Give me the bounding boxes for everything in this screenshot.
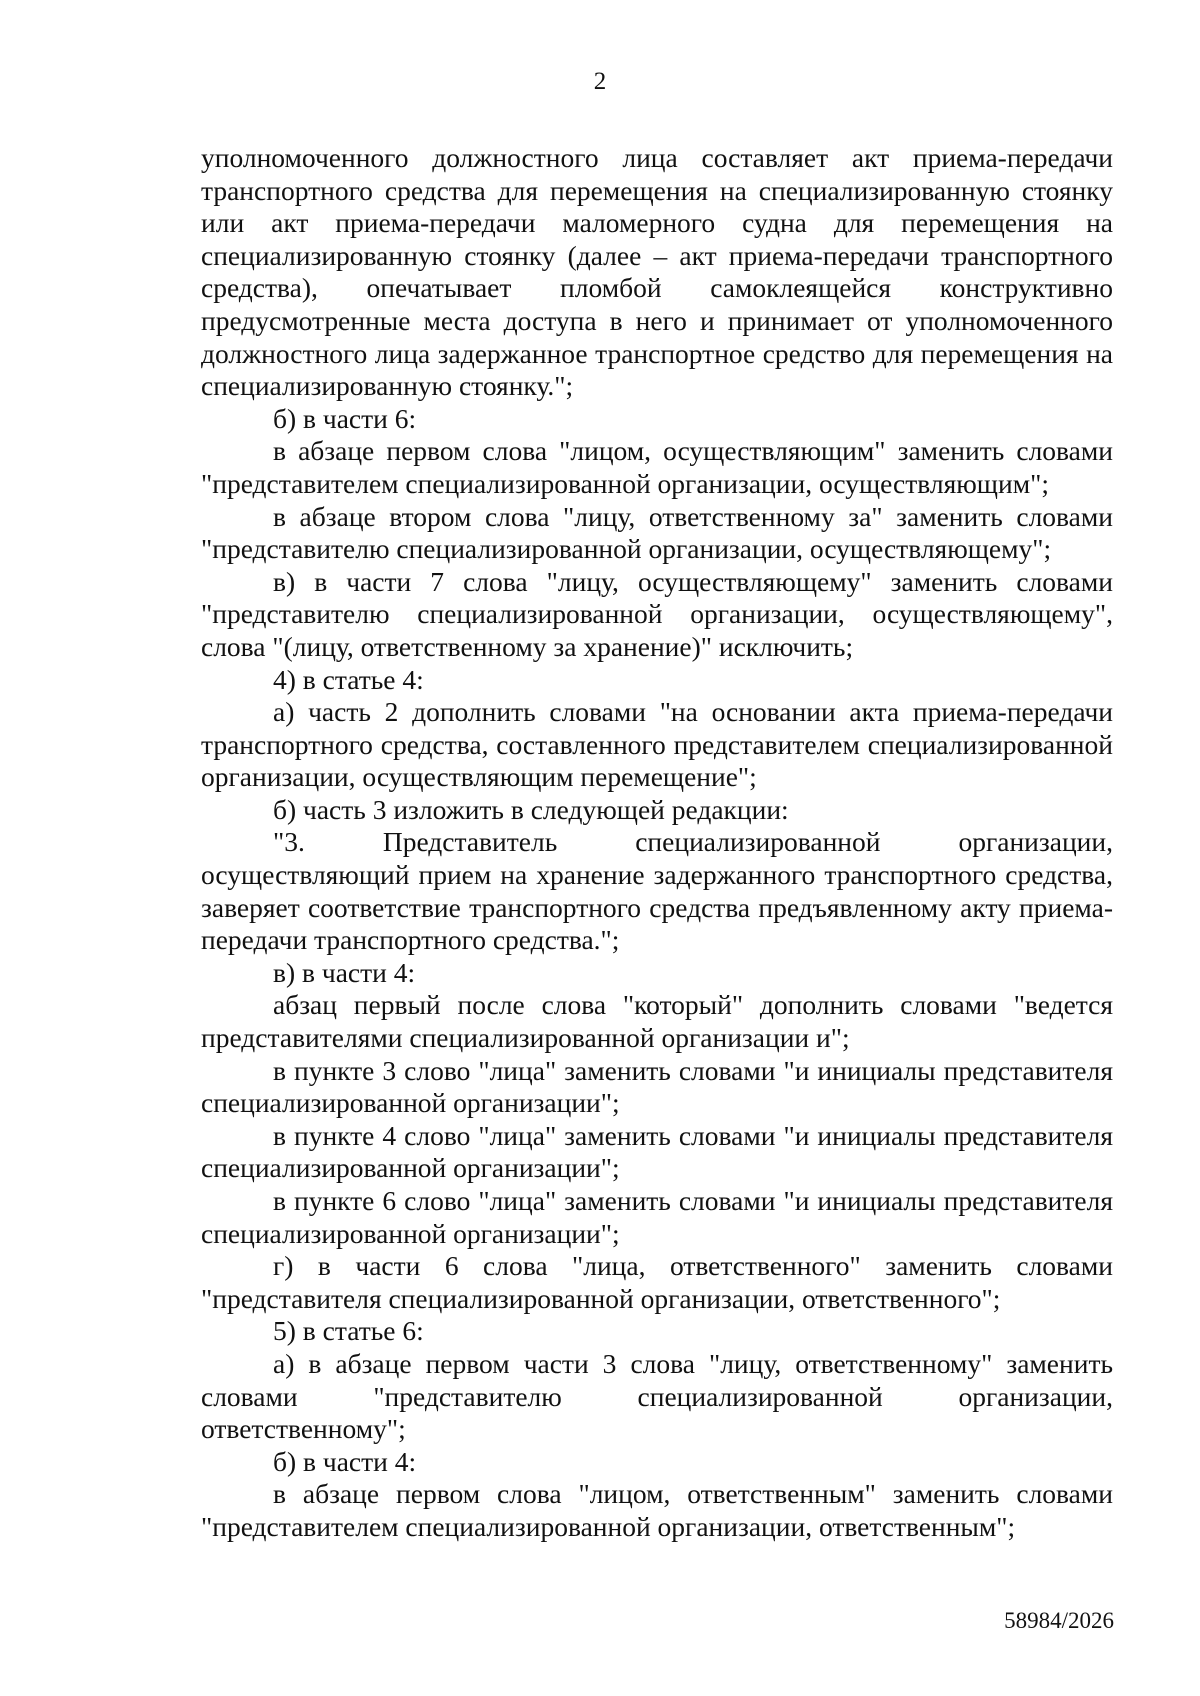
paragraph: "3. Представитель специализированной организации, осуществляющий прием на хранение задержанного транспортного средства, заверяет соответствие транспортного средства предъявленному акту приема-передачи транспортного средства.";	[201, 826, 1113, 956]
paragraph: в пункте 3 слово "лица" заменить словами "и инициалы представителя специализированной организации";	[201, 1054, 1113, 1119]
paragraph: б) в части 4:	[273, 1445, 417, 1477]
paragraph: б) часть 3 изложить в следующей редакции:	[273, 793, 789, 825]
paragraph: в) в части 4:	[273, 956, 416, 988]
paragraph: 5) в статье 6:	[273, 1315, 424, 1347]
paragraph: абзац первый после слова "который" дополнить словами "ведется представителями специализированной организации и";	[201, 989, 1113, 1054]
paragraph: в пункте 6 слово "лица" заменить словами "и инициалы представителя специализированной организации";	[201, 1185, 1113, 1249]
paragraph: а) часть 2 дополнить словами "на основании акта приема-передачи транспортного средства, составленного представителем специализированной организации, осуществляющим перемещение";	[201, 696, 1113, 793]
paragraph: а) в абзаце первом части 3 слова "лицу, ответственному" заменить словами "представителю специализированной организации, ответственному";	[201, 1347, 1113, 1445]
paragraph: г) в части 6 слова "лица, ответственного" заменить словами "представителя специализированной организации, ответственного";	[201, 1250, 1113, 1314]
paragraph: 4) в статье 4:	[273, 663, 424, 695]
document-id: 58984/2026	[1004, 1608, 1114, 1633]
paragraph: в) в части 7 слова "лицу, осуществляющему" заменить словами "представителю специализированной организации, осуществляющему", слова "(лицу, ответственному за хранение)" исключить;	[201, 565, 1113, 662]
paragraph: б) в части 6:	[273, 402, 417, 434]
paragraph: в абзаце первом слова "лицом, осуществляющим" заменить словами "представителем специализированной организации, осуществляющим";	[201, 435, 1113, 499]
paragraph: в пункте 4 слово "лица" заменить словами "и инициалы представителя специализированной организации";	[201, 1119, 1113, 1184]
page-number: 2	[593, 68, 607, 95]
document-body	[201, 142, 1113, 1544]
paragraph-continuation: уполномоченного должностного лица составляет акт приема-передачи транспортного средства для перемещения на специализированную стоянку или акт приема-передачи маломерного судна для перемещения на специализированную стоянку (далее – акт приема-передачи транспортного средства), опечатывает пломбой самоклеящейся конструктивно предусмотренные места доступа в него и принимает от уполномоченного должностного лица задержанное транспортное средство для перемещения на специализированную стоянку.";	[201, 142, 1113, 402]
paragraph: в абзаце втором слова "лицу, ответственному за" заменить словами "представителю специализированной организации, осуществляющему";	[201, 500, 1113, 565]
paragraph: в абзаце первом слова "лицом, ответственным" заменить словами "представителем специализированной организации, ответственным";	[201, 1478, 1113, 1542]
